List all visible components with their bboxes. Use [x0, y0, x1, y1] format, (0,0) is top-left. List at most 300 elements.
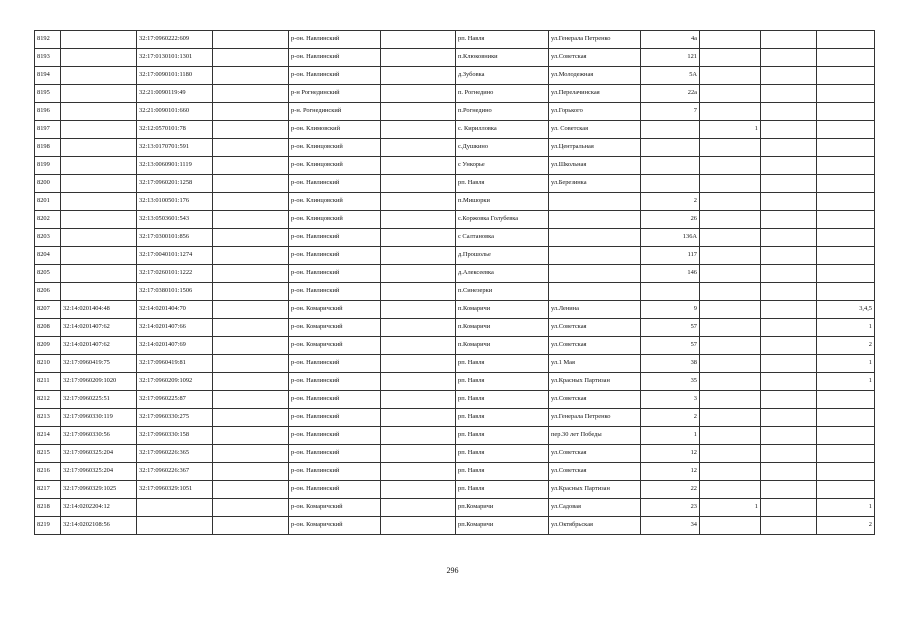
table-cell: 2: [817, 517, 875, 535]
table-cell: [381, 175, 456, 193]
table-cell: [700, 445, 761, 463]
table-row: [35, 319, 875, 337]
table-cell: рп.Комаричи: [456, 499, 549, 517]
table-cell: 38: [641, 355, 700, 373]
table-cell: [61, 49, 137, 67]
table-cell: ул.Молодежная: [549, 67, 641, 85]
table-cell: 12: [641, 445, 700, 463]
table-row: [35, 427, 875, 445]
table-cell: [61, 85, 137, 103]
table-cell: 32:17:0960209:1020: [61, 373, 137, 391]
table-cell: [700, 229, 761, 247]
table-cell: [761, 31, 817, 49]
table-cell: 32:14:0201407:62: [61, 319, 137, 337]
table-cell: р-он. Навлинский: [289, 175, 381, 193]
table-cell: ул.Советская: [549, 337, 641, 355]
table-cell: р-он. Комаричский: [289, 517, 381, 535]
table-cell: [761, 427, 817, 445]
table-cell: [761, 139, 817, 157]
table-cell: [817, 121, 875, 139]
table-cell: [213, 409, 289, 427]
table-cell: [761, 301, 817, 319]
table-cell: [61, 211, 137, 229]
table-cell: ул.Советская: [549, 391, 641, 409]
table-cell: [817, 463, 875, 481]
table-row: [35, 301, 875, 319]
table-cell: 1: [817, 373, 875, 391]
table-cell: [817, 85, 875, 103]
table-cell: 8217: [35, 481, 61, 499]
table-cell: 32:14:0201404:48: [61, 301, 137, 319]
table-cell: [549, 211, 641, 229]
table-cell: [700, 175, 761, 193]
table-cell: [381, 301, 456, 319]
table-cell: [761, 463, 817, 481]
table-cell: [761, 355, 817, 373]
table-cell: [700, 355, 761, 373]
table-cell: р-он. Комаричский: [289, 499, 381, 517]
table-row: [35, 463, 875, 481]
table-cell: [381, 463, 456, 481]
table-cell: [381, 31, 456, 49]
table-cell: [381, 85, 456, 103]
table-cell: 32:17:0960330:158: [137, 427, 213, 445]
table-cell: 8205: [35, 265, 61, 283]
table-row: [35, 481, 875, 499]
table-row: [35, 211, 875, 229]
table-cell: 32:17:0960419:75: [61, 355, 137, 373]
table-cell: р-он. Навлинский: [289, 265, 381, 283]
table-cell: [700, 373, 761, 391]
table-cell: [61, 229, 137, 247]
table-cell: 32:17:0960222:609: [137, 31, 213, 49]
table-cell: [817, 445, 875, 463]
table-cell: [817, 265, 875, 283]
table-cell: [817, 175, 875, 193]
table-cell: [137, 517, 213, 535]
table-cell: [213, 445, 289, 463]
table-cell: 32:14:0201407:66: [137, 319, 213, 337]
table-cell: [700, 139, 761, 157]
table-cell: 32:21:0090119:49: [137, 85, 213, 103]
table-cell: 1: [817, 319, 875, 337]
table-cell: 3: [641, 391, 700, 409]
table-cell: [381, 121, 456, 139]
table-cell: [61, 139, 137, 157]
table-cell: 8204: [35, 247, 61, 265]
table-cell: 7: [641, 103, 700, 121]
table-cell: р-н Рогнединский: [289, 85, 381, 103]
table-cell: [700, 265, 761, 283]
table-cell: [61, 175, 137, 193]
table-cell: [213, 499, 289, 517]
table-cell: с.Коржовка Голубевка: [456, 211, 549, 229]
table-cell: 57: [641, 337, 700, 355]
table-cell: 32:14:0201407:69: [137, 337, 213, 355]
table-cell: [61, 265, 137, 283]
table-cell: 32:17:0960226:365: [137, 445, 213, 463]
table-cell: 32:17:0960325:204: [61, 463, 137, 481]
table-cell: р-он. Навлинский: [289, 67, 381, 85]
table-cell: 1: [641, 427, 700, 445]
table-cell: п.Мишорки: [456, 193, 549, 211]
table-cell: 32:17:0380101:1506: [137, 283, 213, 301]
table-cell: рп. Навля: [456, 445, 549, 463]
table-cell: [761, 157, 817, 175]
table-cell: 8202: [35, 211, 61, 229]
table-cell: [761, 499, 817, 517]
table-cell: 4а: [641, 31, 700, 49]
table-cell: п.Комаричи: [456, 319, 549, 337]
table-cell: [213, 121, 289, 139]
table-row: [35, 49, 875, 67]
table-cell: 8208: [35, 319, 61, 337]
table-cell: [817, 283, 875, 301]
table-cell: пер.30 лет Победы: [549, 427, 641, 445]
table-cell: 32:17:0090101:1180: [137, 67, 213, 85]
table-cell: 8219: [35, 517, 61, 535]
table-row: [35, 337, 875, 355]
table-cell: [761, 517, 817, 535]
table-cell: [61, 31, 137, 49]
table-cell: [700, 319, 761, 337]
table-cell: [700, 427, 761, 445]
table-cell: р-он. Навлинский: [289, 31, 381, 49]
table-cell: ул.Красных Партизан: [549, 373, 641, 391]
table-cell: [700, 247, 761, 265]
table-row: [35, 121, 875, 139]
table-cell: с.Душкино: [456, 139, 549, 157]
table-cell: [213, 103, 289, 121]
table-cell: ул.Березинка: [549, 175, 641, 193]
table-cell: 22: [641, 481, 700, 499]
table-cell: 8193: [35, 49, 61, 67]
table-cell: [381, 157, 456, 175]
table-cell: [381, 373, 456, 391]
table-cell: [213, 373, 289, 391]
table-cell: 8211: [35, 373, 61, 391]
table-cell: [213, 247, 289, 265]
table-cell: [817, 427, 875, 445]
table-cell: [381, 283, 456, 301]
table-cell: 8206: [35, 283, 61, 301]
table-cell: 32:14:0201407:62: [61, 337, 137, 355]
table-cell: [61, 157, 137, 175]
table-cell: [700, 391, 761, 409]
table-cell: р-он. Клинцовский: [289, 157, 381, 175]
table-cell: ул.Школьная: [549, 157, 641, 175]
table-row: [35, 409, 875, 427]
table-cell: рп. Навля: [456, 427, 549, 445]
table-cell: 8207: [35, 301, 61, 319]
table-cell: [761, 481, 817, 499]
table-cell: [761, 319, 817, 337]
table-cell: [761, 391, 817, 409]
table-cell: п.Синезерки: [456, 283, 549, 301]
table-cell: [213, 139, 289, 157]
table-cell: ул.Горького: [549, 103, 641, 121]
table-cell: [700, 193, 761, 211]
table-cell: ул.Перелачинская: [549, 85, 641, 103]
table-cell: [700, 301, 761, 319]
table-cell: р-он. Навлинский: [289, 391, 381, 409]
table-cell: [761, 103, 817, 121]
table-cell: ул.Центральная: [549, 139, 641, 157]
table-cell: [700, 85, 761, 103]
table-cell: р-он. Климовский: [289, 121, 381, 139]
table-cell: [817, 481, 875, 499]
table-row: [35, 67, 875, 85]
table-cell: р-он. Клинцовский: [289, 211, 381, 229]
table-cell: [213, 463, 289, 481]
table-cell: [381, 391, 456, 409]
table-row: [35, 157, 875, 175]
table-cell: 8213: [35, 409, 61, 427]
table-cell: [549, 229, 641, 247]
table-cell: [213, 319, 289, 337]
table-cell: [700, 103, 761, 121]
table-cell: [213, 481, 289, 499]
table-cell: 8192: [35, 31, 61, 49]
table-cell: 23: [641, 499, 700, 517]
table-cell: [213, 427, 289, 445]
table-cell: [213, 193, 289, 211]
table-cell: [213, 157, 289, 175]
table-cell: [381, 319, 456, 337]
table-cell: ул.Советская: [549, 445, 641, 463]
table-cell: [381, 229, 456, 247]
table-cell: [700, 283, 761, 301]
table-cell: 35: [641, 373, 700, 391]
table-cell: 8214: [35, 427, 61, 445]
table-cell: [213, 517, 289, 535]
table-cell: 32:17:0960329:1051: [137, 481, 213, 499]
table-cell: [213, 49, 289, 67]
table-cell: [761, 409, 817, 427]
table-cell: 32:17:0040101:1274: [137, 247, 213, 265]
table-cell: 32:17:0960325:204: [61, 445, 137, 463]
table-cell: 32:12:0570101:78: [137, 121, 213, 139]
table-cell: [213, 85, 289, 103]
table-row: [35, 247, 875, 265]
table-cell: 8198: [35, 139, 61, 157]
table-cell: 32:14:0201404:70: [137, 301, 213, 319]
table-row: [35, 229, 875, 247]
table-cell: [817, 211, 875, 229]
table-cell: [213, 391, 289, 409]
table-cell: п.Клюковники: [456, 49, 549, 67]
table-cell: 32:17:0960226:367: [137, 463, 213, 481]
table-cell: 8215: [35, 445, 61, 463]
table-cell: 8195: [35, 85, 61, 103]
table-cell: [761, 445, 817, 463]
table-cell: [549, 247, 641, 265]
table-cell: [381, 67, 456, 85]
table-cell: 2: [641, 193, 700, 211]
table-cell: [213, 301, 289, 319]
table-cell: [213, 31, 289, 49]
table-cell: [761, 49, 817, 67]
table-cell: [61, 247, 137, 265]
table-cell: [641, 283, 700, 301]
table-cell: 2: [641, 409, 700, 427]
table-cell: [61, 67, 137, 85]
table-row: [35, 373, 875, 391]
table-cell: р-он. Клинцовский: [289, 139, 381, 157]
table-cell: 32:13:0503601:543: [137, 211, 213, 229]
table-cell: [817, 391, 875, 409]
table-cell: 3,4,5: [817, 301, 875, 319]
table-cell: [641, 121, 700, 139]
table-cell: [381, 355, 456, 373]
table-row: [35, 31, 875, 49]
table-cell: 32:17:0960329:1025: [61, 481, 137, 499]
table-cell: [381, 409, 456, 427]
table-row: [35, 355, 875, 373]
table-cell: с Ункорье: [456, 157, 549, 175]
table-cell: [549, 193, 641, 211]
table-cell: 32:17:0960330:56: [61, 427, 137, 445]
table-cell: 8210: [35, 355, 61, 373]
table-cell: р-он. Клинцовский: [289, 193, 381, 211]
table-row: [35, 103, 875, 121]
table-cell: ул.Октябрьская: [549, 517, 641, 535]
table-cell: [213, 337, 289, 355]
table-cell: ул.Ленина: [549, 301, 641, 319]
table-cell: 32:13:0100501:176: [137, 193, 213, 211]
table-cell: [549, 283, 641, 301]
table-cell: [381, 103, 456, 121]
table-cell: [761, 283, 817, 301]
table-row: [35, 265, 875, 283]
table-cell: 8203: [35, 229, 61, 247]
table-row: [35, 391, 875, 409]
table-cell: 9: [641, 301, 700, 319]
table-cell: 12: [641, 463, 700, 481]
table-cell: [817, 193, 875, 211]
table-cell: [761, 121, 817, 139]
table-cell: [61, 193, 137, 211]
table-cell: 8200: [35, 175, 61, 193]
table-cell: [700, 409, 761, 427]
table-cell: 136А: [641, 229, 700, 247]
table-cell: [700, 517, 761, 535]
table-cell: р-он. Навлинский: [289, 409, 381, 427]
table-cell: р-он. Комаричский: [289, 337, 381, 355]
table-cell: [381, 139, 456, 157]
table-cell: д.Зубовка: [456, 67, 549, 85]
table-cell: [641, 157, 700, 175]
table-cell: [817, 67, 875, 85]
table-cell: 32:21:0090101:660: [137, 103, 213, 121]
table-cell: рп. Навля: [456, 373, 549, 391]
table-cell: [817, 139, 875, 157]
table-cell: рп. Навля: [456, 409, 549, 427]
table-cell: 1: [700, 121, 761, 139]
table-cell: [381, 337, 456, 355]
table-cell: ул.1 Мая: [549, 355, 641, 373]
table-cell: [61, 283, 137, 301]
table-row: [35, 445, 875, 463]
table-row: [35, 193, 875, 211]
table-cell: [817, 49, 875, 67]
table-cell: 2: [817, 337, 875, 355]
table-cell: [700, 157, 761, 175]
table-cell: [213, 283, 289, 301]
table-cell: [761, 229, 817, 247]
table-cell: 32:17:0960330:275: [137, 409, 213, 427]
table-cell: р-он. Комаричский: [289, 319, 381, 337]
table-cell: 32:17:0960330:119: [61, 409, 137, 427]
table-cell: 32:13:0170701:591: [137, 139, 213, 157]
table-cell: р-он. Навлинский: [289, 283, 381, 301]
table-cell: [61, 121, 137, 139]
table-cell: р-он. Навлинский: [289, 445, 381, 463]
table-cell: 32:14:0202108:56: [61, 517, 137, 535]
table-cell: [381, 49, 456, 67]
table-cell: ул.Генерала Петренко: [549, 409, 641, 427]
table-cell: р-он. Навлинский: [289, 355, 381, 373]
table-cell: [761, 265, 817, 283]
table-cell: [700, 67, 761, 85]
table-cell: рп. Навля: [456, 391, 549, 409]
table-cell: [213, 265, 289, 283]
table-cell: [700, 337, 761, 355]
table-cell: 32:17:0960225:87: [137, 391, 213, 409]
table-cell: 8197: [35, 121, 61, 139]
table-cell: [817, 31, 875, 49]
table-cell: 26: [641, 211, 700, 229]
table-cell: ул.Советская: [549, 49, 641, 67]
table-cell: д.Алексеевка: [456, 265, 549, 283]
table-cell: ул.Советская: [549, 319, 641, 337]
table-cell: 32:17:0300101:856: [137, 229, 213, 247]
table-cell: [700, 31, 761, 49]
table-cell: 32:17:0260101:1222: [137, 265, 213, 283]
table-cell: [700, 211, 761, 229]
table-cell: [381, 499, 456, 517]
table-cell: 8194: [35, 67, 61, 85]
table-cell: [213, 175, 289, 193]
table-cell: 8212: [35, 391, 61, 409]
table-row: [35, 139, 875, 157]
table-row: [35, 499, 875, 517]
table-cell: [381, 211, 456, 229]
table-cell: р-он. Навлинский: [289, 463, 381, 481]
table-cell: [641, 175, 700, 193]
registry-table: [34, 30, 875, 535]
table-cell: 32:17:0960209:1092: [137, 373, 213, 391]
table-cell: [549, 265, 641, 283]
table-cell: 8209: [35, 337, 61, 355]
table-cell: 32:17:0130101:1301: [137, 49, 213, 67]
table-row: [35, 85, 875, 103]
table-cell: 8201: [35, 193, 61, 211]
table-cell: [817, 103, 875, 121]
table-cell: 146: [641, 265, 700, 283]
table-cell: [761, 67, 817, 85]
table-cell: рп. Навля: [456, 463, 549, 481]
table-row: [35, 175, 875, 193]
table-cell: [817, 409, 875, 427]
table-cell: 121: [641, 49, 700, 67]
table-cell: р-он. Навлинский: [289, 427, 381, 445]
table-cell: [137, 499, 213, 517]
table-cell: 57: [641, 319, 700, 337]
table-cell: [700, 481, 761, 499]
table-cell: [817, 157, 875, 175]
table-cell: [381, 427, 456, 445]
